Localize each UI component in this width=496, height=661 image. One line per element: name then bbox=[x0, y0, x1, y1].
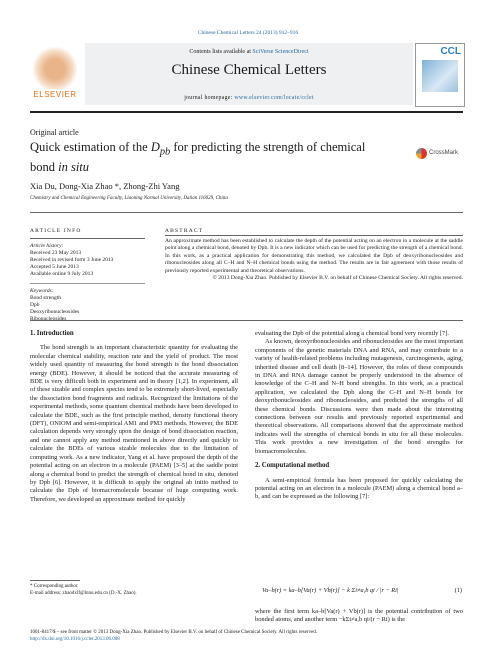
computational-method-heading: 2. Computational method bbox=[255, 462, 330, 470]
title-text-2: for predicting the strength of chemical bond bbox=[30, 140, 366, 174]
elsevier-logo bbox=[30, 43, 80, 105]
article-type: Original article bbox=[30, 128, 79, 137]
section-divider bbox=[30, 320, 463, 321]
abstract-copyright: © 2013 Dong-Xia Zhao. Published by Elsevier B.V. on behalf of Chinese Chemical Society. All rights reserved. bbox=[212, 275, 463, 282]
corresponding-author-note: * Corresponding author. bbox=[30, 584, 79, 589]
introduction-heading: 1. Introduction bbox=[30, 330, 74, 337]
crossmark-icon bbox=[416, 148, 427, 159]
right-column-continued bbox=[255, 608, 463, 625]
elsevier-tree-icon bbox=[33, 45, 77, 89]
history-item: Available online 9 July 2013 bbox=[30, 271, 94, 277]
history-item: Received 23 May 2013 bbox=[30, 250, 82, 256]
front-matter bbox=[30, 630, 470, 643]
title-insitu: in situ bbox=[58, 159, 90, 174]
equation-number: (1) bbox=[454, 587, 462, 594]
contents-prefix: Contents lists available at bbox=[189, 49, 251, 55]
continued-paragraph: evaluating the Dpb of the potential along a chemical bond very recently [7]. bbox=[255, 330, 449, 337]
keyword: Ribonucleosides bbox=[30, 315, 67, 322]
history-label: Article history: bbox=[30, 243, 64, 249]
info-rule bbox=[30, 283, 145, 284]
equation-expression: Va–b(r) = ka–b[Va(r) + Vb(r)] − k Σi≠a,b qi / |r − Ri| bbox=[262, 587, 399, 594]
paragraph: A semi-empirical formula has been proposed for quickly calculating the potential acting on an electron in a molecule (PAEM) along a chemical bond a–b, and can be expressed as the following [7]: bbox=[255, 476, 463, 501]
section-divider bbox=[30, 212, 463, 213]
corresponding-email[interactable]: E-mail address: zhaodxlf@lnnu.edu.cn (D.-X. Zhao). bbox=[30, 590, 137, 596]
intro-paragraph: The bond strength is an important characteristic quantity for evaluating the molecular chemical stability, reaction rate and the yield of product. The most widely used quantity of measuring the bond strength is the bond dissociation energy (BDE). However, it should be noticed that the accurate measuring of BDE is very difficult both in experiment and in theory [1,2]. In experiment, all of these sizable and complex species tend to be extremely short-lived, especially the dissociation bond fragments and radicals. Recognized the limitations of the experimental methods, some quantum chemical methods have been developed to calculate the BDE, such as the first principle method, density functional theory (DFT), ONIOM and semi-empirical AM1 and PM3 methods. However, the BDE calculation depends very strongly upon the design of bond dissociation reaction, and one cannot apply any method mentioned in above directly and quickly to calculate the BDEs of various sizable molecules due to the limitation of computing work. As a new indicator, Yang et al. have proposed the depth of the potential acting on an electron in a molecule (PAEM) [3–5] at the saddle point along a chemical bond to predict the strength of chemical bond in situ, denoted by Dpb [6]. However, it is difficult to apply the original ab initio method to calculate the Dpb of biomacromolecule because of huge computing work. Therefore, we developed an approximate method for quickly bbox=[30, 344, 238, 503]
footnote-rule bbox=[30, 580, 80, 581]
issn-line: 1001-8417/$ – see front matter © 2013 Dong-Xia Zhao. Published by Elsevier B.V. on behalf of Chinese Chemical Society. All rights reserved. bbox=[30, 630, 317, 635]
history-item: Received in revised form 3 June 2013 bbox=[30, 257, 114, 263]
cover-image bbox=[422, 60, 458, 92]
keyword: Deoxyribonucleosides bbox=[30, 308, 80, 315]
cover-title: CCL bbox=[440, 46, 461, 57]
paragraph: where the first term ka–b[Va(r) + Vb(r)] is the potential contribution of two bonded atoms, and another term −kΣi≠a,b qi/(r − Ri) is the bbox=[255, 608, 463, 624]
abstract-text: An approximate method has been established to calculate the depth of the potential acting on an electron in a molecule at the saddle point along a chemical bond, denoted by Dpb. It is a new indicator which can be used for predicting the strength of a chemical bond. In this work, as a practical application for demonstrating this method, we calculated the Dpb of deoxyribonucleosides and ribonucleosides along all C–H and N–H chemical bonds using the method. The results are in fair agreement with those results of previously reported experimental and theoretical observations. bbox=[165, 238, 463, 274]
title-text-1: Quick estimation of the bbox=[30, 140, 151, 154]
keyword: Dpb bbox=[30, 301, 40, 308]
journal-cover-thumbnail bbox=[415, 43, 465, 107]
crossmark-badge[interactable] bbox=[416, 144, 464, 158]
contents-line bbox=[85, 49, 413, 55]
abstract-heading: ABSTRACT bbox=[165, 228, 204, 234]
affiliation: Chemistry and Chemical Engineering Faculty, Liaoning Normal University, Dalian 116029, China bbox=[30, 196, 228, 201]
paragraph: As known, deoxyribonucleosides and ribonucleosides are the most important components of the genetic materials DNA and RNA, and may contribute to a variety of health-related problems including mutagenesis, carcinogenesis, aging, inherited disease and cell death [8–14]. However, the roles of these compounds in DNA and RNA damage cannot be properly understood in the absence of knowledge of the C–H and N–H bond strengths. In this work, as a practical application, we calculated the Dpb along the C–H and N–H bonds for deoxyribonucleosides and ribonucleosides, and predicted the strengths of all these chemical bonds. Discussions were then made about the interesting connections between our results and previously reported experimental and theoretical observations. All comparisons showed that the approximate method indicates well the strengths of chemical bonds in situ for all these molecules. This work provides a new investigation of the bond strengths for biomacromolecules. bbox=[255, 338, 463, 455]
elsevier-wordmark: ELSEVIER bbox=[33, 90, 77, 99]
journal-homepage bbox=[85, 95, 413, 101]
keyword: Bond strength bbox=[30, 294, 62, 301]
homepage-prefix: journal homepage: bbox=[184, 95, 233, 101]
header-rule bbox=[30, 111, 463, 113]
article-title bbox=[30, 140, 390, 175]
homepage-link[interactable]: www.elsevier.com/locate/cclet bbox=[234, 95, 314, 101]
article-info-heading: ARTICLE INFO bbox=[30, 228, 82, 234]
author-list: Xia Du, Dong-Xia Zhao *, Zhong-Zhi Yang bbox=[30, 181, 180, 191]
article-info bbox=[30, 228, 145, 323]
journal-name: Chinese Chemical Letters bbox=[171, 62, 327, 78]
keywords-label: Keywords: bbox=[30, 287, 54, 294]
title-dpb: D bbox=[150, 140, 160, 154]
footnote bbox=[30, 584, 240, 597]
crossmark-label: CrossMark bbox=[429, 150, 459, 157]
history-item: Accepted 5 June 2013 bbox=[30, 264, 79, 270]
abstract-rule bbox=[165, 235, 463, 236]
journal-reference[interactable]: Chinese Chemical Letters 24 (2013) 912–916 bbox=[197, 30, 299, 36]
abstract bbox=[165, 238, 463, 282]
sciencedirect-link[interactable]: SciVerse ScienceDirect bbox=[252, 49, 309, 55]
equation-1 bbox=[262, 587, 462, 594]
doi-link[interactable]: http://dx.doi.org/10.1016/j.cclet.2013.06.008 bbox=[30, 636, 120, 642]
info-rule bbox=[30, 238, 145, 239]
right-column bbox=[255, 330, 463, 567]
title-dpb-sub: pb bbox=[159, 146, 171, 158]
left-column bbox=[30, 330, 238, 575]
